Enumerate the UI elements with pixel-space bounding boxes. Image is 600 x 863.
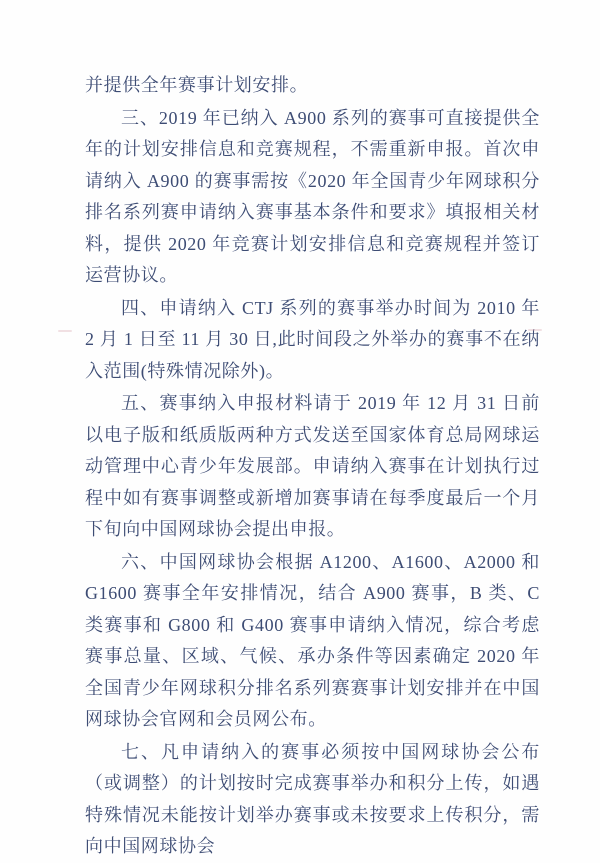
scan-artifact-left: [58, 330, 72, 332]
paragraph-item-7: 七、凡申请纳入的赛事必须按中国网球协会公布（或调整）的计划按时完成赛事举办和积分上传，如遇特殊情况未能按计划举办赛事或未按要求上传积分，需向中国网球协会: [85, 741, 540, 856]
paragraph-item-4: 四、申请纳入 CTJ 系列的赛事举办时间为 2010 年 2 月 1 日至 11 月 30 日,此时间段之外举办的赛事不在纳入范围(特殊情况除外)。: [85, 297, 540, 381]
document-text-block: [85, 70, 540, 863]
paragraph-item-3: 三、2019 年已纳入 A900 系列的赛事可直接提供全年的计划安排信息和竞赛规程，不需重新申报。首次申请纳入 A900 的赛事需按《2020 年全国青少年网球积分排名系列赛申请纳入赛事基本条件和要求》填报相关材料，提供 2020 年竞赛计划安排信息和竞赛规程并签订运营协议。: [85, 107, 540, 285]
paragraph-item-6: 六、中国网球协会根据 A1200、A1600、A2000 和 G1600 赛事全年安排情况，结合 A900 赛事，B 类、C 类赛事和 G800 和 G400 赛事申请纳入情况，综合考虑赛事总量、区域、气候、承办条件等因素确定 2020 年全国青少年网球积分排名系列赛赛事计划安排并在中国网球协会官网和会员网公布。: [85, 551, 540, 729]
paragraph-continuation: 并提供全年赛事计划安排。: [85, 75, 309, 95]
scan-artifact-right: [528, 329, 542, 331]
paragraph-item-5: 五、赛事纳入申报材料请于 2019 年 12 月 31 日前以电子版和纸质版两种方式发送至国家体育总局网球运动管理中心青少年发展部。申请纳入赛事在计划执行过程中如有赛事调整或新增加赛事请在每季度最后一个月下旬向中国网球协会提出申报。: [85, 393, 540, 539]
